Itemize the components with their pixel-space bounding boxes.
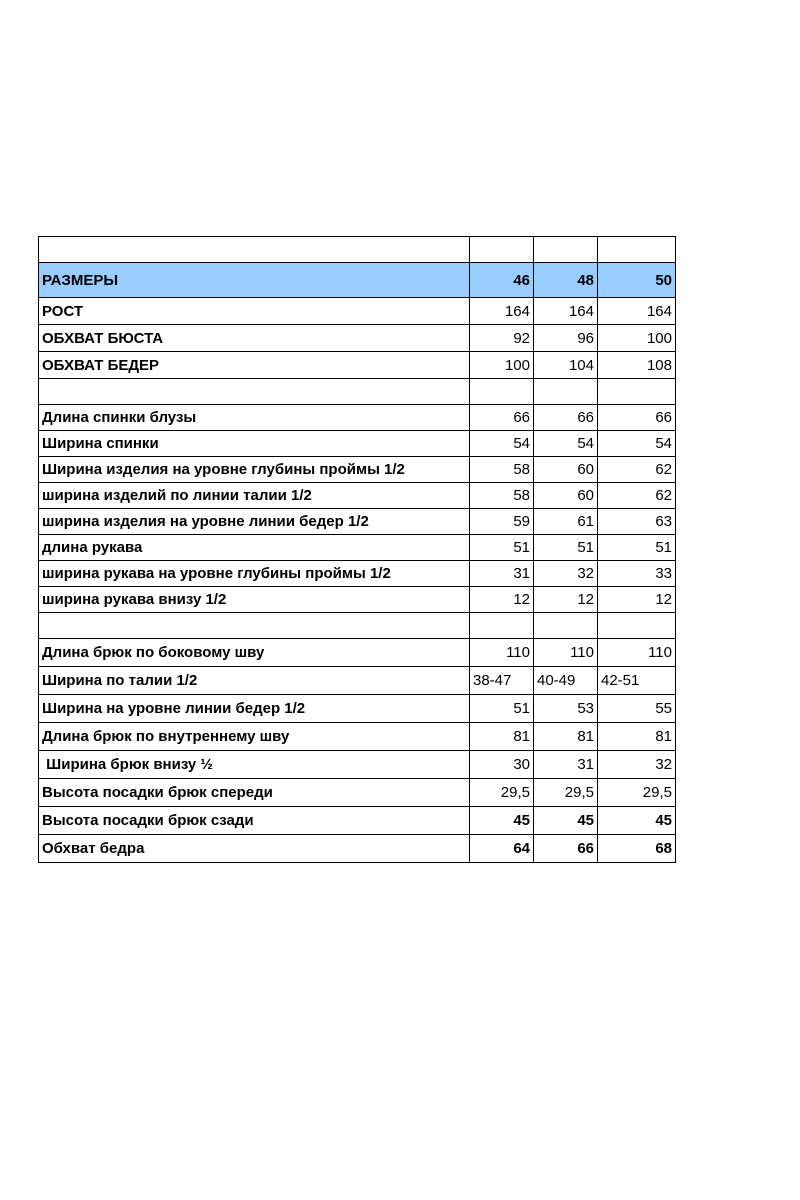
- table-row: [39, 695, 676, 723]
- row-value: 104: [534, 352, 598, 379]
- row-value: 33: [598, 561, 676, 587]
- table-row: [39, 807, 676, 835]
- size-chart-table: [38, 236, 676, 863]
- table-row: [39, 509, 676, 535]
- row-value: 164: [470, 298, 534, 325]
- row-label: длина рукава: [39, 535, 470, 561]
- row-value: 164: [534, 298, 598, 325]
- row-value: 51: [534, 535, 598, 561]
- row-value: 92: [470, 325, 534, 352]
- row-value: 100: [470, 352, 534, 379]
- row-value: 12: [598, 587, 676, 613]
- table-row: [39, 457, 676, 483]
- row-value: 58: [470, 483, 534, 509]
- row-value: 29,5: [534, 779, 598, 807]
- row-label: Длина спинки блузы: [39, 405, 470, 431]
- row-value: 42-51: [598, 667, 676, 695]
- row-value: 51: [598, 535, 676, 561]
- row-value: 60: [534, 483, 598, 509]
- table-row: [39, 723, 676, 751]
- row-value: 100: [598, 325, 676, 352]
- row-label: Ширина брюк внизу ½: [39, 751, 470, 779]
- header-label: РАЗМЕРЫ: [39, 263, 470, 298]
- table-row: [39, 535, 676, 561]
- row-value: 62: [598, 483, 676, 509]
- row-value: 110: [598, 639, 676, 667]
- row-label: ОБХВАТ БЕДЕР: [39, 352, 470, 379]
- row-label: Ширина спинки: [39, 431, 470, 457]
- row-value: 110: [470, 639, 534, 667]
- row-value: 66: [598, 405, 676, 431]
- table-row: [39, 405, 676, 431]
- row-value: 81: [470, 723, 534, 751]
- row-value: 31: [534, 751, 598, 779]
- table-row: [39, 751, 676, 779]
- row-label: Длина брюк по боковому шву: [39, 639, 470, 667]
- row-label: ОБХВАТ БЮСТА: [39, 325, 470, 352]
- row-label: Обхват бедра: [39, 835, 470, 863]
- table-row: [39, 835, 676, 863]
- table-row: [39, 352, 676, 379]
- table-row: [39, 587, 676, 613]
- table-row: [39, 431, 676, 457]
- row-value: 110: [534, 639, 598, 667]
- size-46: 46: [470, 263, 534, 298]
- row-value: 51: [470, 695, 534, 723]
- row-label: ширина изделия на уровне линии бедер 1/2: [39, 509, 470, 535]
- row-value: 12: [470, 587, 534, 613]
- row-value: 59: [470, 509, 534, 535]
- table-row: [39, 667, 676, 695]
- row-value: 32: [534, 561, 598, 587]
- row-label: Ширина по талии 1/2: [39, 667, 470, 695]
- row-value: 54: [534, 431, 598, 457]
- row-label: Ширина на уровне линии бедер 1/2: [39, 695, 470, 723]
- row-value: 63: [598, 509, 676, 535]
- row-value: 81: [534, 723, 598, 751]
- row-value: 66: [534, 835, 598, 863]
- row-label: РОСТ: [39, 298, 470, 325]
- empty-row: [39, 379, 676, 405]
- row-value: 53: [534, 695, 598, 723]
- row-value: 40-49: [534, 667, 598, 695]
- row-value: 45: [534, 807, 598, 835]
- row-label: Высота посадки брюк сзади: [39, 807, 470, 835]
- row-value: 32: [598, 751, 676, 779]
- row-value: 29,5: [598, 779, 676, 807]
- row-value: 81: [598, 723, 676, 751]
- row-label: ширина рукава на уровне глубины проймы 1/2: [39, 561, 470, 587]
- table-row: [39, 298, 676, 325]
- table-row: [39, 483, 676, 509]
- row-value: 66: [534, 405, 598, 431]
- row-value: 164: [598, 298, 676, 325]
- row-value: 54: [470, 431, 534, 457]
- size-50: 50: [598, 263, 676, 298]
- row-label: Ширина изделия на уровне глубины проймы 1/2: [39, 457, 470, 483]
- row-value: 64: [470, 835, 534, 863]
- row-value: 61: [534, 509, 598, 535]
- header-row: [39, 263, 676, 298]
- row-value: 45: [470, 807, 534, 835]
- row-value: 66: [470, 405, 534, 431]
- row-label: ширина рукава внизу 1/2: [39, 587, 470, 613]
- row-value: 68: [598, 835, 676, 863]
- row-value: 96: [534, 325, 598, 352]
- row-label: ширина изделий по линии талии 1/2: [39, 483, 470, 509]
- size-48: 48: [534, 263, 598, 298]
- row-value: 60: [534, 457, 598, 483]
- row-value: 31: [470, 561, 534, 587]
- row-value: 55: [598, 695, 676, 723]
- table-row: [39, 561, 676, 587]
- table-row: [39, 639, 676, 667]
- row-value: 51: [470, 535, 534, 561]
- table-row: [39, 779, 676, 807]
- row-value: 30: [470, 751, 534, 779]
- row-value: 108: [598, 352, 676, 379]
- row-label: Длина брюк по внутреннему шву: [39, 723, 470, 751]
- row-value: 62: [598, 457, 676, 483]
- row-value: 12: [534, 587, 598, 613]
- table-row: [39, 325, 676, 352]
- row-label: Высота посадки брюк спереди: [39, 779, 470, 807]
- row-value: 54: [598, 431, 676, 457]
- empty-row: [39, 237, 676, 263]
- row-value: 38-47: [470, 667, 534, 695]
- row-value: 29,5: [470, 779, 534, 807]
- row-value: 45: [598, 807, 676, 835]
- row-value: 58: [470, 457, 534, 483]
- empty-row: [39, 613, 676, 639]
